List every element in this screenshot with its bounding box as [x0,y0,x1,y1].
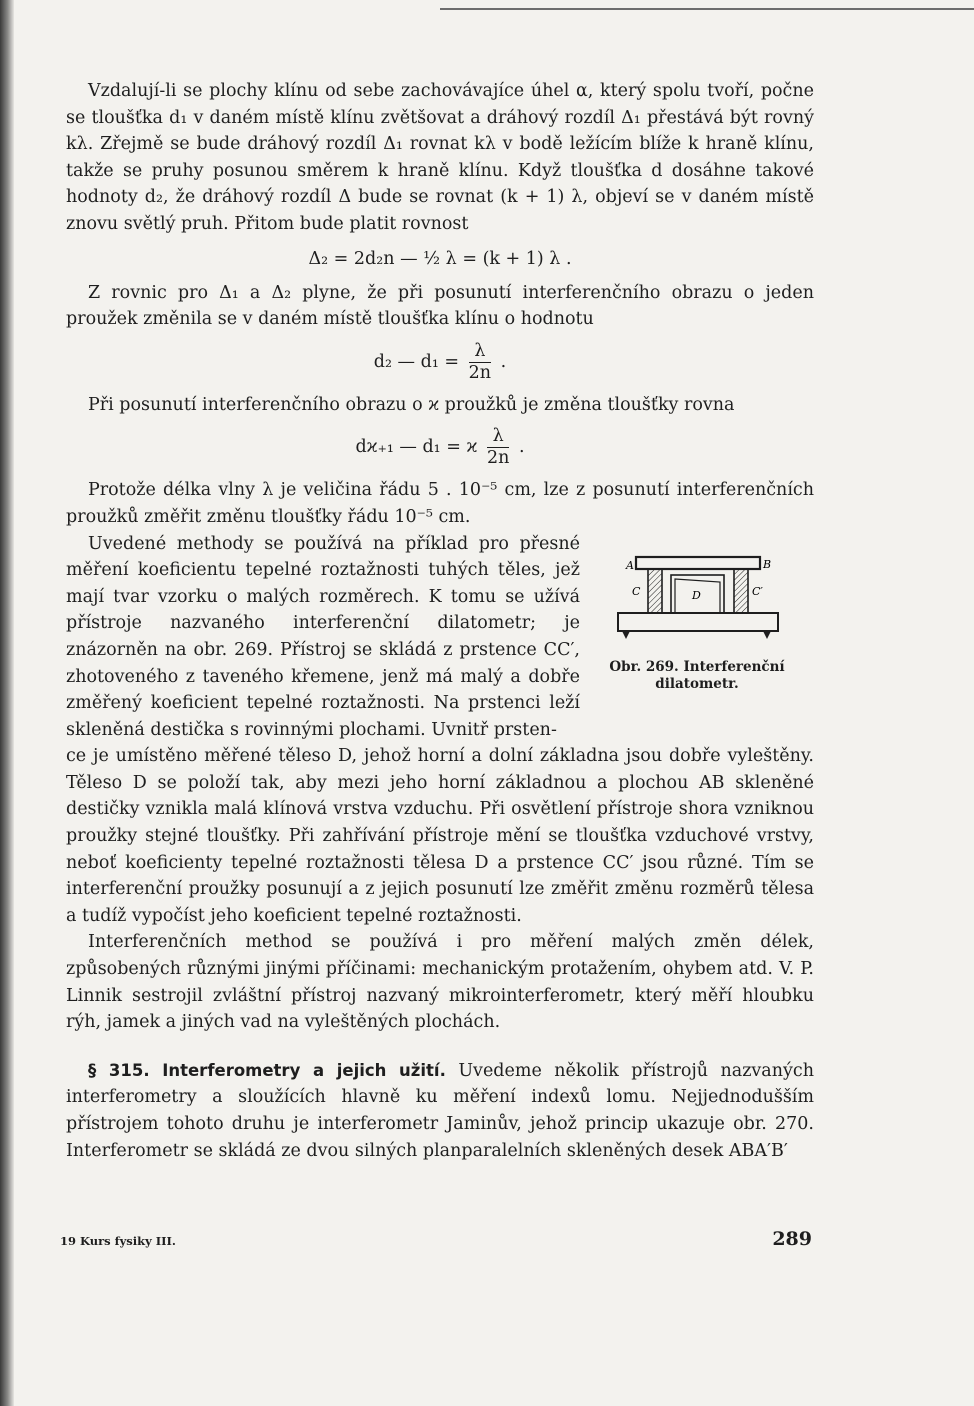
quartz-ring-left [648,569,662,613]
fraction-denominator: 2n [468,362,492,383]
label-c: C [632,584,641,598]
section-heading: § 315. Interferometry a jejich užití. [88,1060,446,1080]
paragraph-wavelength-order: Protože délka vlny λ je veličina řádu 5 . 10⁻⁵ cm, lze z posunutí interferenčních proužků změřit změnu tloušťky řádu 10⁻⁵ cm. [66,480,814,527]
fraction-numerator: λ [487,426,509,448]
base-plate [618,613,778,631]
page-number: 289 [772,1228,812,1250]
figure-caption [609,659,784,693]
caption-line-1: Obr. 269. Interferenční [609,658,785,675]
foot-left [622,631,630,639]
equation-lhs: dϰ₊₁ — d₁ = ϰ [355,437,478,458]
fraction-numerator: λ [469,341,491,363]
equation-tail: . [500,351,507,372]
equation-thickness-change [66,341,814,384]
text-with-figure [66,531,814,744]
paragraph-dilatometer-intro: Uvedené methody se používá na příklad pro přesné měření koeficientu tepelné roztažnosti tuhých těles, jež mají tvar vzorku o malých rozměrech. K tomu se užívá přístroje nazvaného interferenční dilatometr; je znázorněn na obr. 269. Přístroj se skládá z prstence CC′, zhotoveného z taveného křemene, jenž má malý a dobře změřený koeficient tepelné roztažnosti. Na prstenci leží skleněná destička s rovinnými plochami. Uvnitř prsten- [66,533,580,740]
section-text: Uvedeme několik přístrojů nazvaných interferometry a sloužících hlavně ku měření indexů lomu. Nejjednodušším přístrojem tohoto druhu je interferometr Jaminův, jehož princip ukazuje obr. 270. Interferometr se skládá ze dvou silných planparalelních skleněných desek ABA′B′ [66,1060,814,1161]
printer-signature: 19 Kurs fysiky III. [60,1234,176,1248]
foot-right [763,631,771,639]
figure-269 [580,531,814,744]
page-body [66,78,814,1164]
equation-tail: . [518,437,525,458]
label-a: A [626,558,634,572]
dilatometer-diagram [612,555,782,647]
equation-kappa-thickness [66,426,814,469]
section-315 [66,1058,814,1164]
label-d: D [692,588,701,602]
paragraph-kappa-fringes: Při posunutí interferenčního obrazu o ϰ proužků je změna tloušťky rovna [88,394,735,415]
paragraph-micro-interferometer: Interferenčních method se používá i pro měření malých změn délek, způsobených různými jinými příčinami: mechanickým protažením, ohybem atd. V. P. Linnik sestrojil zvláštní přístroj nazvaný mikrointerferometr, který měří hloubku rýh, jamek a jiných vad na vyleštěných plochách. [66,932,814,1033]
equation-delta2: Δ₂ = 2d₂n — ½ λ = (k + 1) λ . [308,248,572,269]
paragraph-dilatometer-continued: ce je umístěno měřené těleso D, jehož horní a dolní základna jsou dobře vyleštěny. Těleso D se položí tak, aby mezi jeho horní základnou a plochou AB skleněné destičky vznikla malá klínová vrstva vzduchu. Při osvětlení přístroje shora vzniknou proužky stejné tloušťky. Při zahřívání přístroje mění se tloušťka vzduchové vrstvy, neboť koeficienty tepelné roztažnosti tělesa D a prstence CC′ jsou různé. Tím se interferenční proužky posunují a z jejich posunutí lze změřit změnu rozměrů tělesa a tudíž vypočíst jeho koeficient tepelné roztažnosti. [66,746,814,926]
fraction-denominator: 2n [486,448,510,469]
label-b: B [763,557,772,571]
page-footer [60,1228,812,1250]
glass-plate [636,557,760,569]
caption-line-2: dilatometr. [655,675,739,692]
page-edge-line [440,8,974,10]
paragraph-fringe-shift: Z rovnic pro Δ₁ a Δ₂ plyne, že při posunutí interferenčního obrazu o jeden proužek změnila se v daném místě tloušťka klínu o hodnotu [66,282,814,330]
book-spine-shadow [0,0,14,1406]
equation-fraction [487,426,509,469]
equation-lhs: d₂ — d₁ = [373,351,460,372]
label-c-prime: C′ [752,584,763,598]
quartz-ring-right [734,569,748,613]
paragraph-wedge-shift: Vzdalují-li se plochy klínu od sebe zachovávajíce úhel α, který spolu tvoří, počne se tloušťka d₁ v daném místě klínu zvětšovat a dráhový rozdíl Δ₁ přestává být rovný kλ. Zřejmě se bude dráhový rozdíl Δ₁ rovnat kλ v bodě ležícím blíže k hraně klínu, takže se pruhy posunou směrem k hraně klínu. Když tloušťka d dosáhne takové hodnoty d₂, že dráhový rozdíl Δ bude se rovnat (k + 1) λ, objeví se v daném místě znovu světlý pruh. Přitom bude platit rovnost [66,81,814,234]
equation-fraction [469,341,491,384]
